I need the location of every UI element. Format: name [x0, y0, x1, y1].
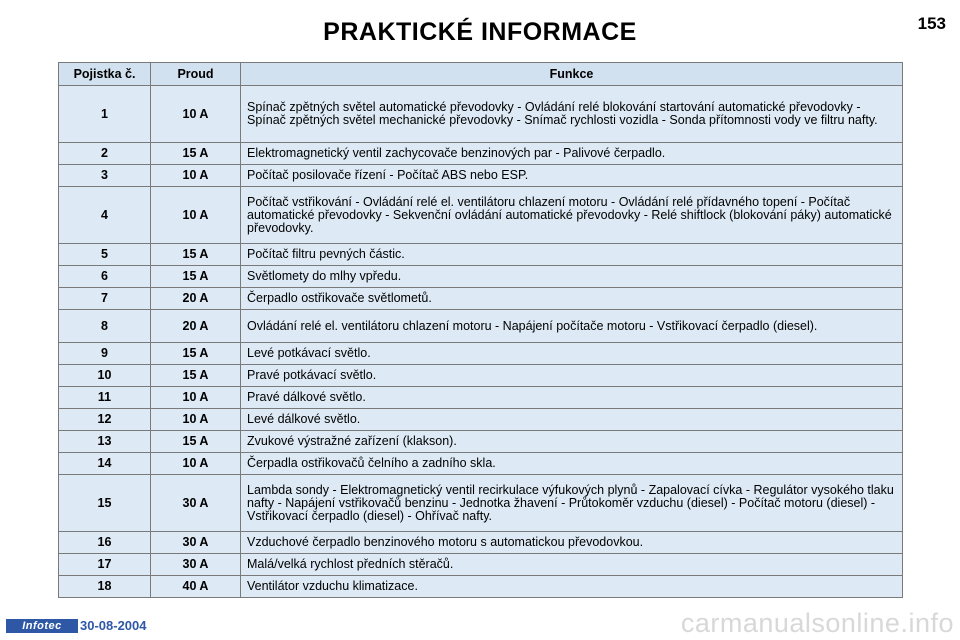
page-number: 153 — [917, 14, 946, 33]
function-cell: Spínač zpětných světel automatické převodovky - Ovládání relé blokování startování automatické převodovky - Spínač zpětných světel mechanické převodovky - Snímač rychlosti vozidla - Sonda přítomnosti vody ve filtru nafty. — [241, 86, 903, 143]
function-cell: Počítač filtru pevných částic. — [241, 244, 903, 266]
table-body — [59, 86, 903, 598]
current-cell: 15 A — [151, 143, 241, 165]
table-row — [59, 244, 903, 266]
fuse-number-cell: 13 — [59, 431, 151, 453]
current-cell: 10 A — [151, 387, 241, 409]
fuse-number-cell: 15 — [59, 475, 151, 532]
table-row — [59, 576, 903, 598]
function-cell: Ventilátor vzduchu klimatizace. — [241, 576, 903, 598]
fuse-number-cell: 11 — [59, 387, 151, 409]
fuse-number-cell: 1 — [59, 86, 151, 143]
table-row — [59, 532, 903, 554]
table-row — [59, 554, 903, 576]
function-cell: Počítač vstřikování - Ovládání relé el. ventilátoru chlazení motoru - Ovládání relé přídavného topení - Počítač automatické převodovky - Sekvenční ovládání automatické převodovky - Relé shiftlock (blokování páky) automatické převodovky. — [241, 187, 903, 244]
fuse-number-cell: 7 — [59, 288, 151, 310]
column-header-fuse-number: Pojistka č. — [59, 63, 151, 86]
function-cell: Malá/velká rychlost předních stěračů. — [241, 554, 903, 576]
function-cell: Levé dálkové světlo. — [241, 409, 903, 431]
function-cell: Levé potkávací světlo. — [241, 343, 903, 365]
current-cell: 20 A — [151, 310, 241, 343]
function-cell: Ovládání relé el. ventilátoru chlazení motoru - Napájení počítače motoru - Vstřikovací čerpadlo (diesel). — [241, 310, 903, 343]
fuse-number-cell: 8 — [59, 310, 151, 343]
function-cell: Pravé potkávací světlo. — [241, 365, 903, 387]
table-row — [59, 310, 903, 343]
function-cell: Čerpadlo ostřikovače světlometů. — [241, 288, 903, 310]
function-cell: Pravé dálkové světlo. — [241, 387, 903, 409]
column-header-current: Proud — [151, 63, 241, 86]
current-cell: 20 A — [151, 288, 241, 310]
current-cell: 10 A — [151, 86, 241, 143]
current-cell: 15 A — [151, 266, 241, 288]
table-row — [59, 266, 903, 288]
table-row — [59, 143, 903, 165]
function-cell: Světlomety do mlhy vpředu. — [241, 266, 903, 288]
current-cell: 30 A — [151, 554, 241, 576]
current-cell: 10 A — [151, 453, 241, 475]
table-row — [59, 187, 903, 244]
fuse-number-cell: 10 — [59, 365, 151, 387]
table-row — [59, 86, 903, 143]
fuse-table — [58, 62, 903, 598]
table-row — [59, 409, 903, 431]
current-cell: 10 A — [151, 165, 241, 187]
current-cell: 15 A — [151, 431, 241, 453]
fuse-number-cell: 12 — [59, 409, 151, 431]
table-row — [59, 475, 903, 532]
current-cell: 40 A — [151, 576, 241, 598]
current-cell: 30 A — [151, 475, 241, 532]
watermark: carmanualsonline.info — [680, 608, 954, 638]
table-row — [59, 453, 903, 475]
table-header-row — [59, 63, 903, 86]
function-cell: Počítač posilovače řízení - Počítač ABS nebo ESP. — [241, 165, 903, 187]
current-cell: 15 A — [151, 365, 241, 387]
footer-date: 30-08-2004 — [80, 618, 147, 633]
function-cell: Čerpadla ostřikovačů čelního a zadního skla. — [241, 453, 903, 475]
table-row — [59, 343, 903, 365]
column-header-function: Funkce — [241, 63, 903, 86]
table-row — [59, 387, 903, 409]
function-cell: Lambda sondy - Elektromagnetický ventil recirkulace výfukových plynů - Zapalovací cívka - Regulátor vysokého tlaku nafty - Napájení vstřikovačů benzinu - Jednotka žhavení - Průtokoměr vzduchu (diesel) - Počítač motoru (diesel) - Vstřikovací čerpadlo (diesel) - Ohřívač nafty. — [241, 475, 903, 532]
function-cell: Vzduchové čerpadlo benzinového motoru s automatickou převodovkou. — [241, 532, 903, 554]
table-row — [59, 365, 903, 387]
infotec-logo: Infotec — [6, 619, 78, 633]
fuse-number-cell: 17 — [59, 554, 151, 576]
table-row — [59, 431, 903, 453]
table-row — [59, 165, 903, 187]
fuse-number-cell: 4 — [59, 187, 151, 244]
current-cell: 10 A — [151, 187, 241, 244]
table-row — [59, 288, 903, 310]
current-cell: 30 A — [151, 532, 241, 554]
current-cell: 15 A — [151, 343, 241, 365]
fuse-number-cell: 9 — [59, 343, 151, 365]
page-title: PRAKTICKÉ INFORMACE — [323, 18, 637, 46]
fuse-number-cell: 16 — [59, 532, 151, 554]
current-cell: 10 A — [151, 409, 241, 431]
fuse-number-cell: 3 — [59, 165, 151, 187]
fuse-number-cell: 5 — [59, 244, 151, 266]
fuse-number-cell: 2 — [59, 143, 151, 165]
fuse-number-cell: 6 — [59, 266, 151, 288]
fuse-number-cell: 14 — [59, 453, 151, 475]
function-cell: Zvukové výstražné zařízení (klakson). — [241, 431, 903, 453]
current-cell: 15 A — [151, 244, 241, 266]
fuse-number-cell: 18 — [59, 576, 151, 598]
function-cell: Elektromagnetický ventil zachycovače benzinových par - Palivové čerpadlo. — [241, 143, 903, 165]
